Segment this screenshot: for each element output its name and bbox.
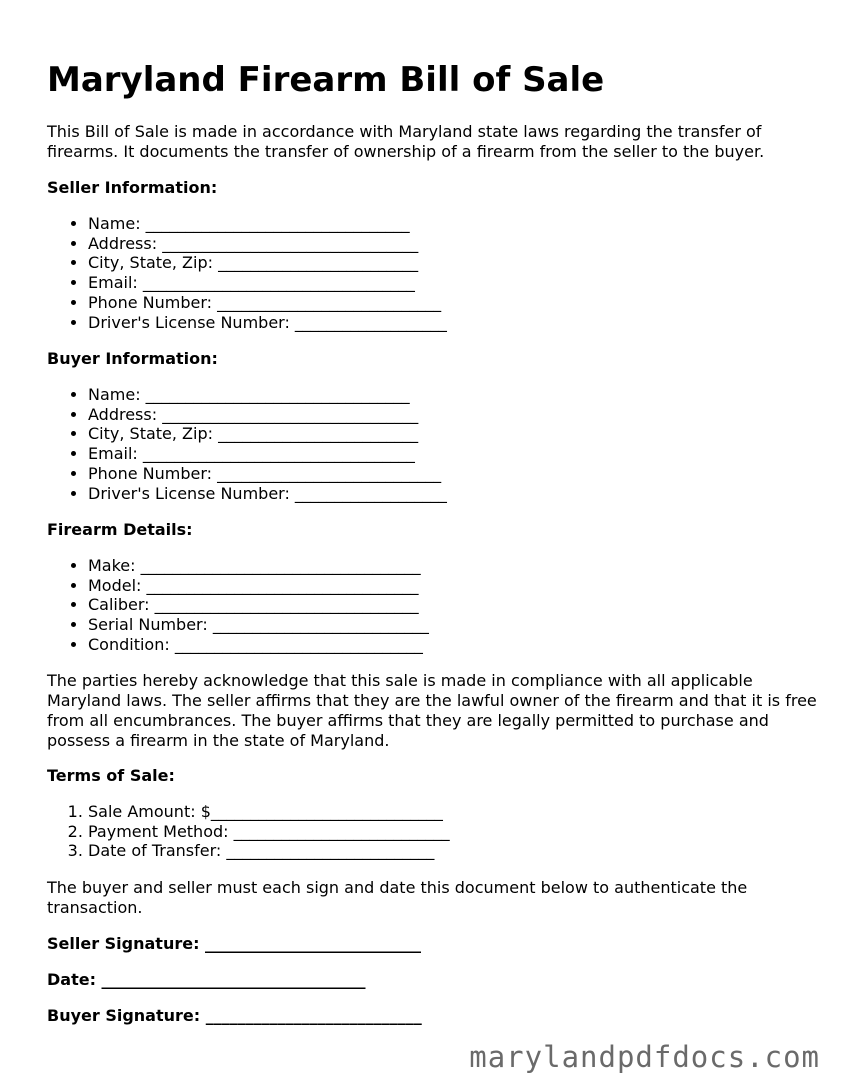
terms-heading: Terms of Sale: (47, 766, 175, 785)
intro-paragraph: This Bill of Sale is made in accordance with Maryland state laws regarding the transfer of firearms. It documents the transfer of ownership of a firearm from the seller to the buyer. (47, 122, 765, 161)
seller-name-field: • Name: _________________________________ (88, 214, 447, 234)
buyer-license-field: • Driver's License Number: ___________________ (88, 484, 447, 504)
terms-list (47, 802, 450, 861)
seller-heading: Seller Information: (47, 178, 218, 197)
date-line: Date: _________________________________ (47, 970, 366, 989)
document-title: Maryland Firearm Bill of Sale (47, 60, 605, 100)
seller-phone-field: • Phone Number: ____________________________ (88, 293, 447, 313)
firearm-serial-field: • Serial Number: ___________________________ (88, 615, 429, 635)
seller-license-field: • Driver's License Number: ___________________ (88, 313, 447, 333)
firearm-make-field: • Make: ___________________________________ (88, 556, 429, 576)
seller-signature-line: Seller Signature: ___________________________ (47, 934, 422, 953)
firearm-caliber-field: • Caliber: _________________________________ (88, 595, 429, 615)
buyer-email-field: • Email: __________________________________ (88, 444, 447, 464)
firearm-model-field: • Model: __________________________________ (88, 576, 429, 596)
buyer-signature-line: Buyer Signature: ___________________________ (47, 1006, 422, 1025)
seller-email-field: • Email: __________________________________ (88, 273, 447, 293)
sale-amount-field: 1. Sale Amount: $_____________________________ (88, 802, 450, 822)
watermark: marylandpdfdocs.com (469, 1040, 820, 1074)
acknowledgement-paragraph: The parties hereby acknowledge that this sale is made in compliance with all applicable Maryland laws. The seller affirms that they are the lawful owner of the firearm and that it is free from all encumbrances. The buyer affirms that they are legally permitted to purchase and possess a firearm in the state of Maryland. (47, 671, 817, 750)
firearm-condition-field: • Condition: _______________________________ (88, 635, 429, 655)
payment-method-field: 2. Payment Method: ___________________________ (88, 822, 450, 842)
buyer-city-field: • City, State, Zip: _________________________ (88, 424, 447, 444)
sign-instruction-paragraph: The buyer and seller must each sign and date this document below to authenticate the transaction. (47, 878, 748, 917)
firearm-heading: Firearm Details: (47, 520, 193, 539)
date-of-transfer-field: 3. Date of Transfer: __________________________ (88, 841, 450, 861)
firearm-list (47, 556, 429, 655)
buyer-address-field: • Address: ________________________________ (88, 405, 447, 425)
buyer-list (47, 385, 447, 503)
buyer-heading: Buyer Information: (47, 349, 218, 368)
seller-city-field: • City, State, Zip: _________________________ (88, 253, 447, 273)
buyer-name-field: • Name: _________________________________ (88, 385, 447, 405)
seller-address-field: • Address: ________________________________ (88, 234, 447, 254)
buyer-phone-field: • Phone Number: ____________________________ (88, 464, 447, 484)
seller-list (47, 214, 447, 332)
